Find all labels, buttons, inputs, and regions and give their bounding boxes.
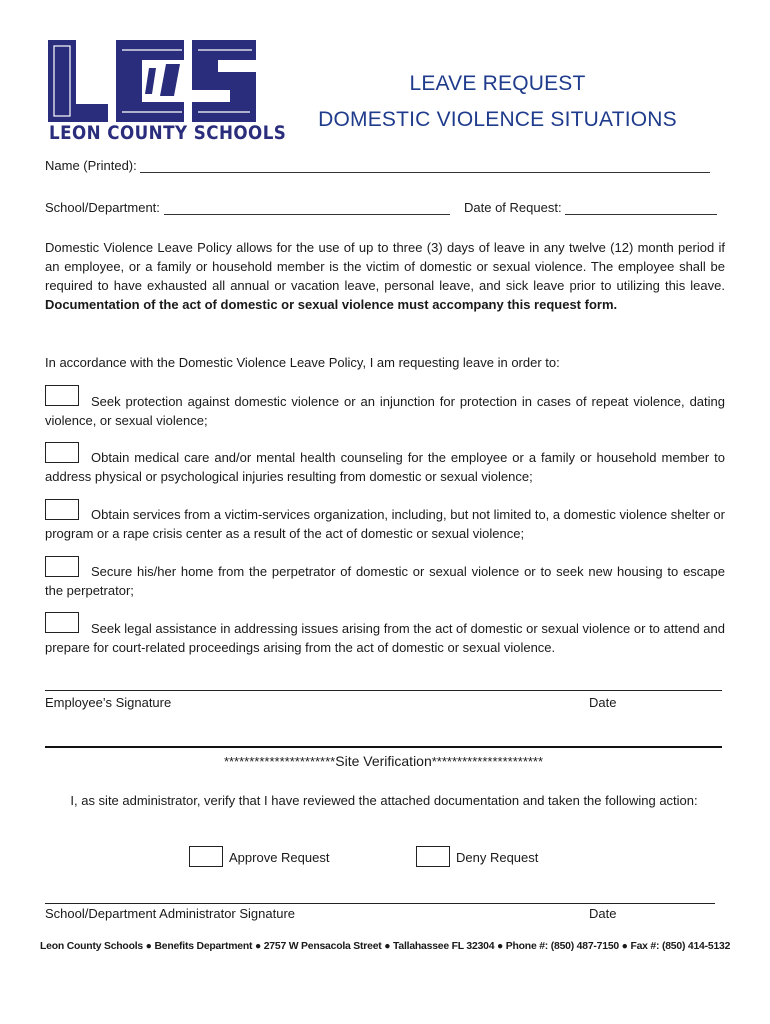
policy-paragraph	[45, 238, 725, 314]
approve-checkbox[interactable]	[189, 846, 223, 867]
stars-left: **********************	[223, 754, 336, 769]
deny-label: Deny Request	[456, 850, 539, 865]
date-request-label: Date of Request:	[464, 200, 562, 215]
name-input-line[interactable]	[140, 160, 710, 173]
employee-signature-line[interactable]	[45, 690, 722, 691]
request-intro: In accordance with the Domestic Violence Leave Policy, I am requesting leave in order to:	[45, 355, 560, 370]
form-title: LEAVE REQUEST	[409, 72, 586, 95]
deny-checkbox[interactable]	[416, 846, 450, 867]
school-label: School/Department:	[45, 200, 160, 215]
site-verification-heading	[45, 751, 722, 772]
name-field-row	[45, 158, 710, 173]
option-5-text: Seek legal assistance in addressing issues arising from the act of domestic or sexual violence or to attend and prepare for court-related proceedings arising from the act of domestic or sexual violence.	[45, 621, 725, 655]
school-field-row	[45, 200, 450, 215]
option-2-text: Obtain medical care and/or mental health counseling for the employee or a family or household member to address physical or psychological injuries resulting from domestic or sexual violence;	[45, 450, 725, 484]
lcs-logo-mark	[46, 38, 258, 124]
option-1-text: Seek protection against domestic violence or an injunction for protection in cases of repeat violence, dating violence, or sexual violence;	[45, 394, 725, 428]
option-3-text: Obtain services from a victim-services organization, including, but not limited to, a domestic violence shelter or program or a rape crisis center as a result of the act of domestic or sexual violence;	[45, 507, 725, 541]
verification-statement: I, as site administrator, verify that I have reviewed the attached documentation and taken the following action:	[70, 793, 698, 808]
admin-signature-label: School/Department Administrator Signature	[45, 906, 296, 921]
date-request-input-line[interactable]	[565, 202, 717, 215]
name-label: Name (Printed):	[45, 158, 137, 173]
section-divider	[45, 746, 722, 748]
footer-contact: Leon County Schools ● Benefits Department ● 2757 W Pensacola Street ● Tallahassee FL 32304 ● Phone #: (850) 487-7150 ● Fax #: (850) 414-5132	[40, 941, 731, 952]
option-4-text: Secure his/her home from the perpetrator of domestic or sexual violence or to seek new housing to escape the perpetrator;	[45, 564, 725, 598]
form-subtitle: DOMESTIC VIOLENCE SITUATIONS	[318, 108, 677, 131]
leon-county-schools-logo	[46, 38, 287, 148]
stars-right: **********************	[431, 754, 544, 769]
employee-date-label: Date	[589, 695, 617, 710]
school-input-line[interactable]	[164, 202, 450, 215]
policy-documentation-note: Documentation of the act of domestic or sexual violence must accompany this request form.	[45, 297, 618, 312]
employee-signature-label: Employee’s Signature	[45, 695, 172, 710]
admin-signature-line[interactable]	[45, 903, 715, 904]
approve-label: Approve Request	[229, 850, 330, 865]
admin-date-label: Date	[589, 906, 617, 921]
policy-text: Domestic Violence Leave Policy allows for the use of up to three (3) days of leave in any twelve (12) month period if an employee, or a family or household member is the victim of domestic or sexual violence. The employee shall be required to have exhausted all annual or vacation leave, personal leave, and sick leave prior to utilizing this leave.	[45, 240, 725, 293]
logo-text: LEON COUNTY SCHOOLS	[49, 122, 287, 144]
date-request-row	[464, 200, 717, 215]
site-verification-title: Site Verification	[335, 753, 432, 769]
